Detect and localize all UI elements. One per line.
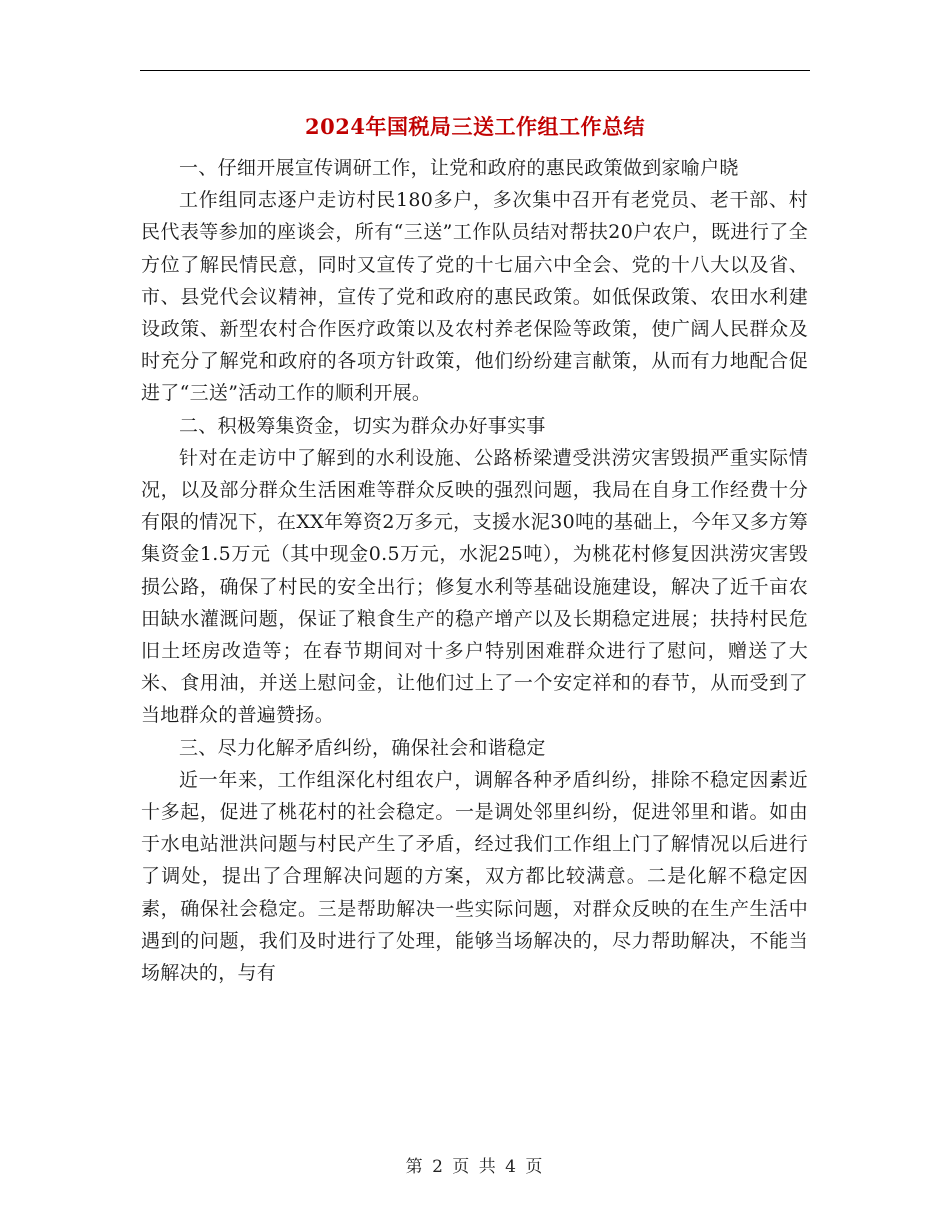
body-paragraph-1: 工作组同志逐户走访村民180多户，多次集中召开有老党员、老干部、村民代表等参加的座谈会，所有“三送”工作队员结对帮扶20户农户，既进行了全方位了解民情民意，同时又宣传了党的十七届六中全会、党的十八大以及省、市、县党代会议精神，宣传了党和政府的惠民政策。如低保政策、农田水利建设政策、新型农村合作医疗政策以及农村养老保险等政策，使广阔人民群众及时充分了解党和政府的各项方针政策，他们纷纷建言献策，从而有力地配合促进了“三送”活动工作的顺利开展。 xyxy=(141,189,808,405)
header-rule xyxy=(140,70,810,71)
document-body xyxy=(141,152,808,989)
body-paragraph-2: 针对在走访中了解到的水利设施、公路桥梁遭受洪涝灾害毁损严重实际情况，以及部分群众生活困难等群众反映的强烈问题，我局在自身工作经费十分有限的情况下，在XX年筹资2万多元，支援水泥30吨的基础上，今年又多方筹集资金1.5万元（其中现金0.5万元，水泥25吨），为桃花村修复因洪涝灾害毁损公路，确保了村民的安全出行；修复水利等基础设施建设，解决了近千亩农田缺水灌溉问题，保证了粮食生产的稳产增产以及长期稳定进展；扶持村民危旧土坯房改造等；在春节期间对十多户特别困难群众进行了慰问，赠送了大米、食用油，并送上慰问金，让他们过上了一个安定祥和的春节，从而受到了当地群众的普遍赞扬。 xyxy=(141,446,808,727)
document-title: 2024年国税局三送工作组工作总结 xyxy=(305,114,645,139)
section-heading-3: 三、尽力化解矛盾纠纷，确保社会和谐稳定 xyxy=(179,736,546,759)
section-heading-1: 一、仔细开展宣传调研工作，让党和政府的惠民政策做到家喻户晓 xyxy=(179,157,739,179)
section-heading-2: 二、积极筹集资金，切实为群众办好事实事 xyxy=(179,414,546,437)
body-paragraph-3: 近一年来，工作组深化村组农户，调解各种矛盾纠纷，排除不稳定因素近十多起，促进了桃花村的社会稳定。一是调处邻里纠纷，促进邻里和谐。如由于水电站泄洪问题与村民产生了矛盾，经过我们工作组上门了解情况以后进行了调处，提出了合理解决问题的方案，双方都比较满意。二是化解不稳定因素，确保社会稳定。三是帮助解决一些实际问题，对群众反映的在生产生活中遇到的问题，我们及时进行了处理，能够当场解决的，尽力帮助解决，不能当场解决的，与有 xyxy=(141,768,808,985)
page-footer: 第 2 页 共 4 页 xyxy=(405,1157,545,1177)
